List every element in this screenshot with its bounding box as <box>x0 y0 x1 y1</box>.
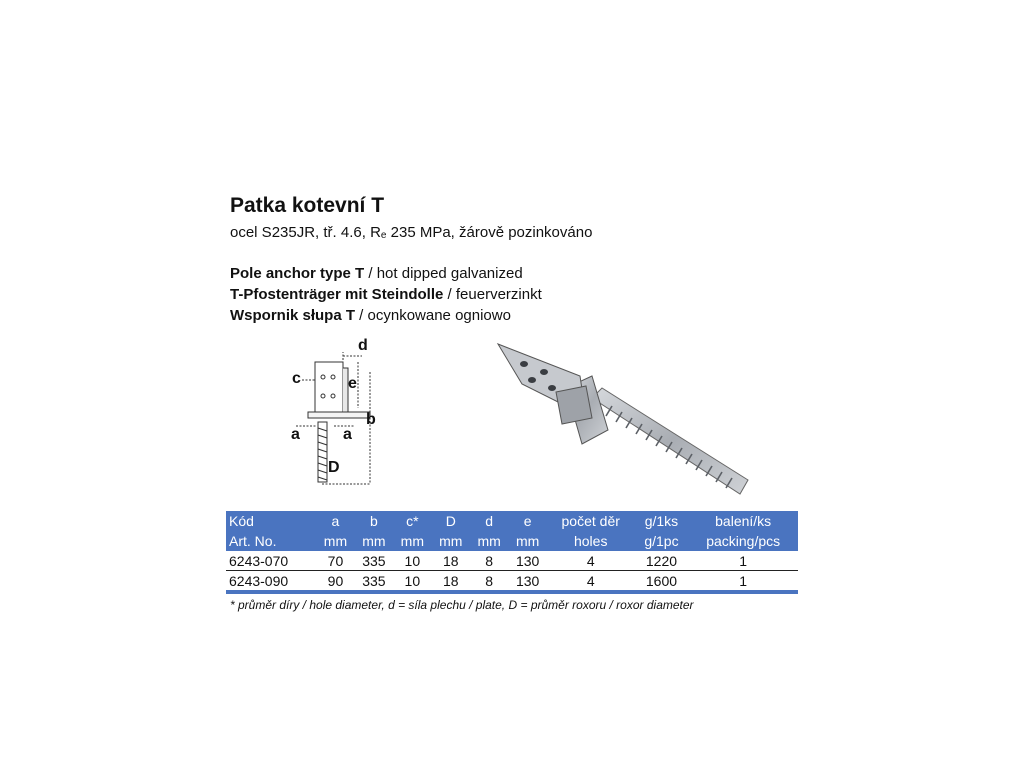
table-cell: 10 <box>393 571 431 593</box>
table-cell: 1 <box>688 551 798 571</box>
table-cell: 130 <box>508 551 546 571</box>
spec-table <box>226 511 798 594</box>
table-cell: 18 <box>432 571 470 593</box>
col-subheader-d: mm <box>470 531 508 551</box>
table-row <box>226 551 798 571</box>
col-subheader-c: mm <box>393 531 431 551</box>
table-cell: 6243-070 <box>226 551 316 571</box>
dim-label-a-left: a <box>291 426 300 443</box>
product-title: Patka kotevní T <box>230 194 385 217</box>
table-cell: 6243-090 <box>226 571 316 593</box>
col-subheader-D: mm <box>432 531 470 551</box>
table-cell: 70 <box>316 551 354 571</box>
product-name-de: T-Pfostenträger mit Steindolle / feuerverzinkt <box>230 286 542 303</box>
technical-drawing <box>282 332 394 494</box>
table-cell: 335 <box>355 571 393 593</box>
table-cell: 4 <box>547 571 635 593</box>
footnote: * průměr díry / hole diameter, d = síla plechu / plate, D = průměr roxoru / roxor diameter <box>230 598 694 612</box>
table-cell: 1600 <box>635 571 689 593</box>
dim-label-b: b <box>366 411 376 428</box>
col-header-weight: g/1ks <box>635 511 689 531</box>
table-row <box>226 571 798 593</box>
col-header-packing: balení/ks <box>688 511 798 531</box>
dim-label-d: d <box>358 337 368 354</box>
col-subheader-e: mm <box>508 531 546 551</box>
col-header-e: e <box>508 511 546 531</box>
dim-label-a-right: a <box>343 426 352 443</box>
product-photo <box>496 340 752 498</box>
product-name-en: Pole anchor type T / hot dipped galvanized <box>230 265 523 282</box>
col-header-holes: počet děr <box>547 511 635 531</box>
col-subheader-packing: packing/pcs <box>688 531 798 551</box>
col-header-c: c* <box>393 511 431 531</box>
table-cell: 18 <box>432 551 470 571</box>
col-subheader-weight: g/1pc <box>635 531 689 551</box>
dim-label-e: e <box>348 375 357 392</box>
col-subheader-a: mm <box>316 531 354 551</box>
table-header-row <box>226 511 798 531</box>
col-header-d: d <box>470 511 508 531</box>
col-header-code: Kód <box>226 511 316 531</box>
table-cell: 4 <box>547 551 635 571</box>
table-cell: 1 <box>688 571 798 593</box>
table-cell: 130 <box>508 571 546 593</box>
col-subheader-code: Art. No. <box>226 531 316 551</box>
dim-label-D: D <box>328 459 340 476</box>
col-header-D: D <box>432 511 470 531</box>
table-cell: 90 <box>316 571 354 593</box>
material-spec: ocel S235JR, tř. 4.6, $R_e$ 235 MPa, žárově pozinkováno <box>230 224 593 241</box>
col-subheader-b: mm <box>355 531 393 551</box>
col-header-b: b <box>355 511 393 531</box>
table-cell: 335 <box>355 551 393 571</box>
col-subheader-holes: holes <box>547 531 635 551</box>
table-header-row <box>226 531 798 551</box>
table-cell: 8 <box>470 551 508 571</box>
col-header-a: a <box>316 511 354 531</box>
dim-label-c: c <box>292 370 301 387</box>
table-cell: 10 <box>393 551 431 571</box>
table-cell: 8 <box>470 571 508 593</box>
product-name-pl: Wspornik słupa T / ocynkowane ogniowo <box>230 307 511 324</box>
table-cell: 1220 <box>635 551 689 571</box>
